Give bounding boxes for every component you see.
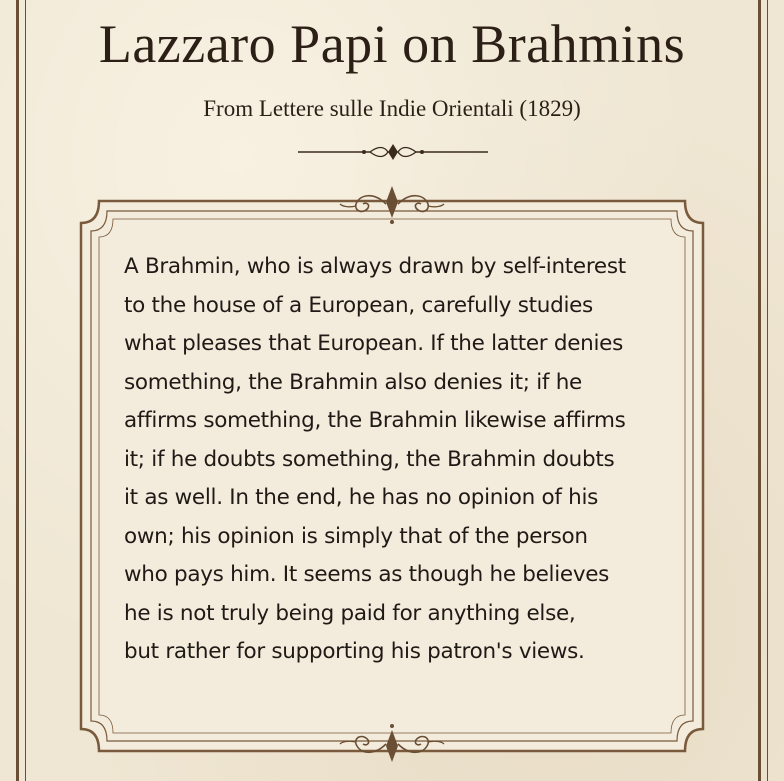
quote-line: what pleases that European. If the latter denies xyxy=(124,331,623,356)
quote-line: affirms something, the Brahmin likewise affirms xyxy=(124,408,626,433)
quote-line: it as well. In the end, he has no opinion of his xyxy=(124,485,599,510)
quote-line: something, the Brahmin also denies it; if he xyxy=(124,369,582,395)
ornamental-divider xyxy=(298,140,488,164)
page-title: Lazzaro Papi on Brahmins xyxy=(98,14,686,74)
quote-line: own; his opinion is simply that of the person xyxy=(124,523,588,549)
page-subtitle: From Lettere sulle Indie Orientali (1829) xyxy=(203,96,581,121)
quote-body xyxy=(124,248,664,672)
bottom-flourish-ornament xyxy=(338,720,446,766)
quote-line: to the house of a European, carefully studies xyxy=(124,292,593,318)
quote-line: he is not truly being paid for anything else, xyxy=(124,600,576,626)
quote-line: A Brahmin, who is always drawn by self-interest xyxy=(124,254,626,279)
quote-line: who pays him. It seems as though he believes xyxy=(124,562,610,587)
quote-line: it; if he doubts something, the Brahmin doubts xyxy=(124,446,615,472)
quote-line: but rather for supporting his patron's views. xyxy=(124,639,585,664)
top-flourish-ornament xyxy=(338,182,446,228)
